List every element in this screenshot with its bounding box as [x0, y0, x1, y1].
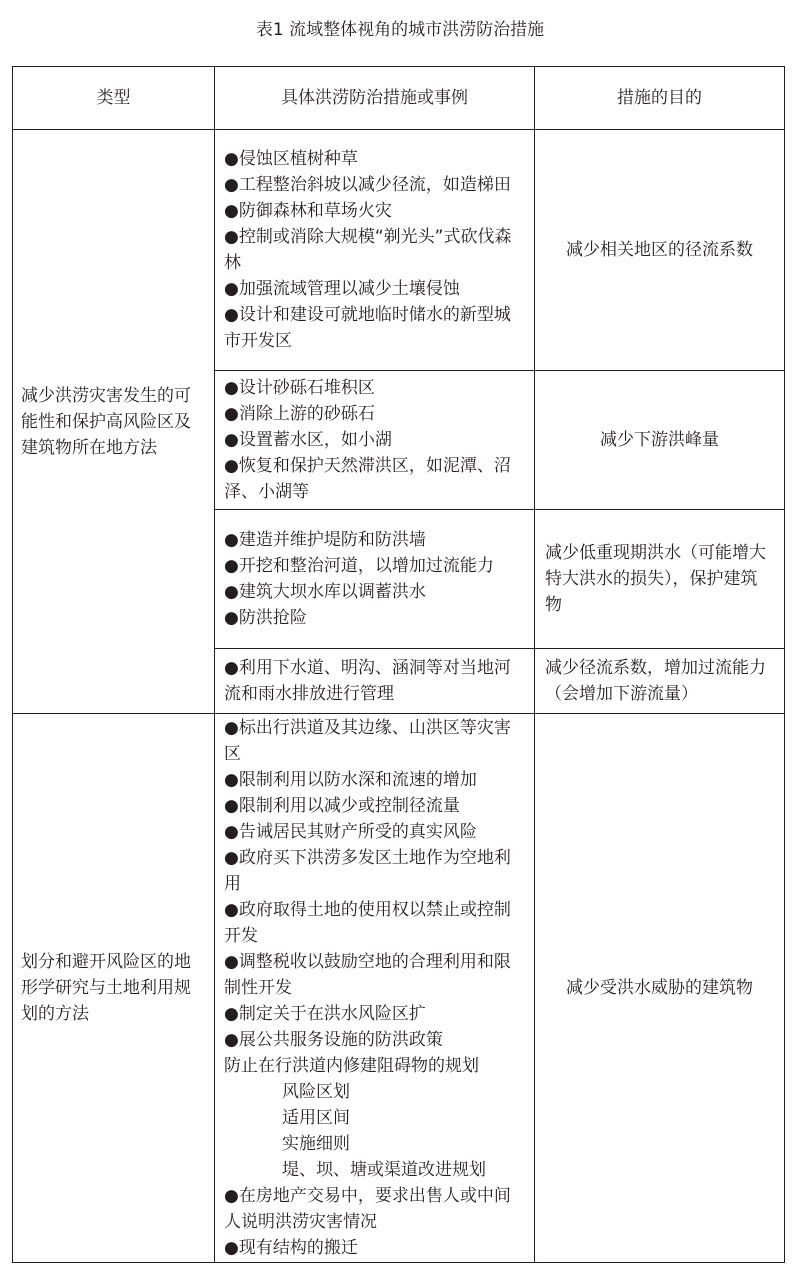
measure-item: ●利用下水道、明沟、涵洞等对当地河流和雨水排放进行管理	[224, 658, 511, 704]
measure-item: ●开挖和整治河道，以增加过流能力	[224, 556, 494, 576]
type-cell-group1: 减少洪涝灾害发生的可能性和保护高风险区及建筑物所在地方法	[13, 130, 215, 714]
measure-item: ●告诫居民其财产所受的真实风险	[224, 822, 477, 842]
measures-cell	[215, 130, 535, 371]
header-purpose: 措施的目的	[535, 67, 785, 130]
table-row	[13, 130, 785, 371]
measure-subitem: 堤、坝、塘或渠道改进规划	[282, 1160, 486, 1180]
table-caption: 表1 流域整体视角的城市洪涝防治措施	[255, 20, 545, 40]
measure-item: ●政府取得土地的使用权以禁止或控制开发	[224, 900, 511, 946]
measure-item: ●建筑大坝水库以调蓄洪水	[224, 582, 426, 602]
purpose-cell: 减少受洪水威胁的建筑物	[535, 714, 785, 1263]
measures-cell	[215, 714, 535, 1263]
measure-item: ●制定关于在洪水风险区扩	[224, 1004, 426, 1024]
measure-item: ●工程整治斜坡以减少径流，如造梯田	[224, 175, 511, 195]
measure-item: ●标出行洪道及其边缘、山洪区等灾害区	[224, 718, 511, 764]
measure-item: ●现有结构的搬迁	[224, 1238, 358, 1258]
purpose-cell: 减少低重现期洪水（可能增大特大洪水的损失），保护建筑物	[535, 510, 785, 649]
measure-item: ●限制利用以防水深和流速的增加	[224, 770, 477, 790]
measure-item: ●控制或消除大规模“剃光头”式砍伐森林	[224, 227, 512, 273]
measure-item: ●建造并维护堤防和防洪墙	[224, 530, 426, 550]
measure-item: ●限制利用以减少或控制径流量	[224, 796, 460, 816]
measure-item: ●防御森林和草场火灾	[224, 201, 392, 221]
measure-item: ●消除上游的砂砾石	[224, 404, 375, 424]
measure-item: ●设计砂砾石堆积区	[224, 378, 375, 398]
measure-subitem: 风险区划	[282, 1082, 350, 1102]
measure-item: ●政府买下洪涝多发区土地作为空地利用	[224, 848, 511, 894]
measure-item: 防止在行洪道内修建阻碍物的规划	[224, 1056, 479, 1076]
purpose-cell: 减少相关地区的径流系数	[535, 130, 785, 371]
measure-item: ●在房地产交易中，要求出售人或中间人说明洪涝灾害情况	[224, 1186, 511, 1232]
measure-item: ●设计和建设可就地临时储水的新型城市开发区	[224, 305, 511, 351]
purpose-cell: 减少径流系数，增加过流能力（会增加下游流量）	[535, 649, 785, 714]
measure-item: ●侵蚀区植树种草	[224, 149, 358, 169]
table-row	[13, 714, 785, 1263]
header-row	[13, 67, 785, 130]
measures-cell	[215, 510, 535, 649]
measure-item: ●设置蓄水区，如小湖	[224, 430, 392, 450]
purpose-cell: 减少下游洪峰量	[535, 371, 785, 510]
measures-cell	[215, 371, 535, 510]
measure-item: ●恢复和保护天然滞洪区，如泥潭、沼泽、小湖等	[224, 456, 511, 502]
measure-subitem: 适用区间	[282, 1108, 350, 1128]
measure-item: ●加强流域管理以减少土壤侵蚀	[224, 279, 460, 299]
measure-item: ●展公共服务设施的防洪政策	[224, 1030, 443, 1050]
measure-item: ●调整税收以鼓励空地的合理利用和限制性开发	[224, 952, 511, 998]
flood-measures-table	[12, 66, 785, 1263]
header-type: 类型	[13, 67, 215, 130]
header-measures: 具体洪涝防治措施或事例	[215, 67, 535, 130]
type-cell-group2: 划分和避开风险区的地形学研究与土地利用规划的方法	[13, 714, 215, 1263]
measures-cell	[215, 649, 535, 714]
measure-item: ●防洪抢险	[224, 608, 307, 628]
measure-subitem: 实施细则	[282, 1134, 350, 1154]
